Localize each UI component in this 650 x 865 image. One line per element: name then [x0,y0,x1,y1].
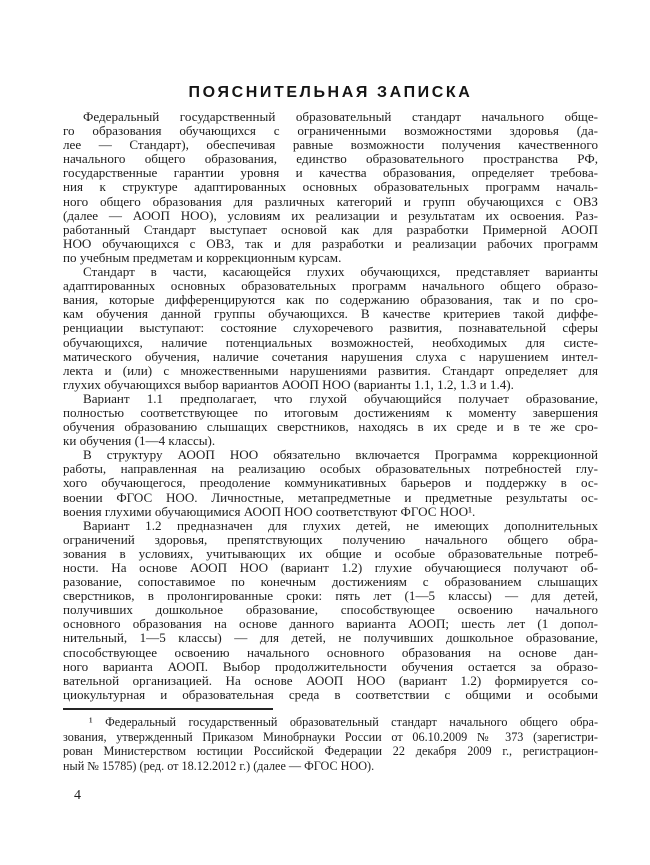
body-line: кам обучения данной группы обучающихся. В качестве критериев такой диффе- [63,306,598,322]
body-line: нительный, 1—5 классы) — для детей, не получивших дошкольное образование, [63,630,598,646]
body-line: хого обучающегося, преодоление коммуникативных барьеров и поддержку в ос- [63,475,598,491]
body-line: ограничений здоровья, препятствующих получению начального общего обра- [63,531,598,547]
body-line: НОО обучающихся с ОВЗ, так и для разработки и реализации рабочих программ [63,235,598,251]
body-line: го образования обучающихся с ограниченными возможностями здоровья (да- [63,123,598,139]
footnote-line: зования, утвержденный Приказом Минобрнауки России от 06.10.2009 № 373 (зарегистри- [63,729,598,744]
body-line: обучения образованию слышащих сверстников, находясь в их среде и в те же сро- [63,419,598,435]
footnote-line: рован Министерством юстиции Российской Федерации 22 декабря 2009 г., регистрацион- [63,744,598,759]
body-line: воения глухими обучающимися АООП НОО соответствуют ФГОС НОО¹. [63,503,476,519]
body-line: способствующее освоению начального основного образования на основе дан- [63,644,598,660]
body-line: глухих обучающихся выбор вариантов АООП НОО (варианты 1.1, 1.2, 1.3 и 1.4). [63,376,514,392]
body-line: разование, сопоставимое по конечным достижениям с образованием слышащих [63,574,598,590]
body-line: государственные гарантии уровня и качества образования, определяет требова- [63,165,598,181]
body-line: работы, направленная на реализацию особых образовательных потребностей глу- [63,461,598,477]
body-text [63,110,598,702]
body-line: ренциации выступают: состояние слухоречевого развития, познавательной сферы [63,320,598,336]
body-line: Вариант 1.2 предназначен для глухих детей, не имеющих дополнительных [83,517,598,533]
footnote-line: ный № 15785) (ред. от 18.12.2012 г.) (далее — ФГОС НОО). [63,759,375,774]
body-line: матического обучения, наличие сочетания нарушения слуха с нарушением интел- [63,348,598,364]
body-line: полностью соответствующее по итоговым достижениям к моменту завершения [63,404,598,420]
footnote [63,715,598,774]
body-line: ного варианта АООП. Выбор продолжительности обучения остается за образо- [63,658,598,674]
body-line: Вариант 1.1 предполагает, что глухой обучающийся получает образование, [83,390,598,406]
body-line: Федеральный государственный образовательный стандарт начального обще- [83,109,598,124]
page-title: ПОЯСНИТЕЛЬНАЯ ЗАПИСКА [188,84,473,101]
body-line: ности. На основе АООП НОО (вариант 1.2) глухие обучающиеся получают об- [63,560,598,575]
body-line: ки обучения (1—4 классы). [63,433,216,449]
body-line: по учебным предметам и коррекционным курсам. [63,249,342,265]
body-line: ния к структуре адаптированных основных образовательных программ началь- [63,179,598,195]
body-line: лекта и (или) с множественными нарушениями развития. Стандарт определяет для [63,362,598,378]
body-line: В структуру АООП НОО обязательно включается Программа коррекционной [83,447,598,463]
page-number: 4 [74,788,81,803]
body-line: ного общего образования для различных категорий и групп обучающихся с ОВЗ [63,193,598,209]
footnote-rule [63,708,273,710]
body-line: (далее — АООП НОО), условиям их реализации и результатам их освоения. Раз- [63,207,598,223]
body-line: зования в условиях, учитывающих их общие и особые образовательные потреб- [63,545,598,561]
body-line: работанный Стандарт выступает основой как для разработки Примерной АООП [63,221,598,237]
footnote-line: ¹ Федеральный государственный образовательный стандарт начального общего обра- [89,715,598,729]
body-line: вательной организацией. На основе АООП НОО (вариант 1.2) формируется со- [63,672,598,688]
body-line: вания, которые дифференцируются как по содержанию образования, так и по сро- [63,292,598,308]
body-line: лее — Стандарт), обеспечивая равные возможности получения качественного [63,137,598,153]
body-line: обучающихся, наличие потенциальных возможностей, необходимых для систе- [63,334,598,350]
body-line: сверстников, в пролонгированные сроки: пять лет (1—5 классы) — для детей, [63,588,598,604]
body-line: основного образования на основе данного варианта АООП; шесть лет (1 допол- [63,616,598,632]
body-line: Стандарт в части, касающейся глухих обучающихся, представляет варианты [83,264,598,280]
body-line: адаптированных основных образовательных программ начального общего образо- [63,278,598,294]
body-line: циокультурная и образовательная среда в соответствии с общими и особыми [63,686,598,702]
body-line: получивших дошкольное образование, способствующее освоению начального [63,602,598,618]
body-line: начального общего образования, единство образовательного пространства РФ, [63,151,598,167]
body-line: воении ФГОС НОО. Личностные, метапредметные и предметные результаты ос- [63,489,598,505]
